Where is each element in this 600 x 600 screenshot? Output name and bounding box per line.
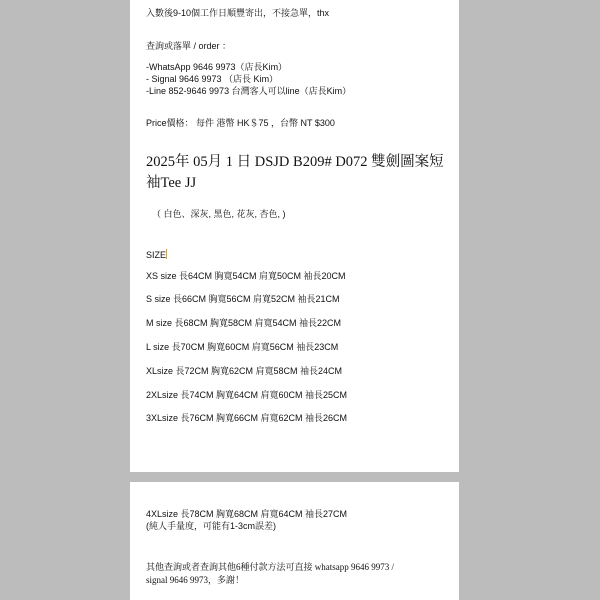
text-cursor [166,249,167,259]
size-row-xs: XS size 長64CM 胸寬54CM 肩寬50CM 袖長20CM [146,271,346,281]
footer-line-1: 其他查詢或者查詢其他6種付款方法可直接 whatsapp 9646 9973 / [146,562,394,572]
shipping-note: 入數後9-10個工作日順豐寄出，不接急單，thx [146,8,330,18]
size-row-3xl: 3XLsize 長76CM 胸寬66CM 肩寬62CM 袖長26CM [146,413,348,423]
product-title: 2025年 05月 1 日 DSJD B209# D072 雙劍圖案短袖Tee JJ [146,154,444,192]
measurement-note: (純人手量度，可能有1-3cm誤差) [146,521,276,531]
order-heading: 查詢或落單 / order ： [146,41,232,51]
footer-line-2: signal 9646 9973，多謝！ [146,575,244,585]
size-row-l: L size 長70CM 胸寬60CM 肩寬56CM 袖長23CM [146,342,339,352]
size-heading[interactable] [146,249,167,261]
color-options: （ 白色、深灰, 黑色, 花灰, 杏色, ) [152,209,286,219]
contact-signal: - Signal 9646 9973 （店長 Kim） [146,74,279,84]
document-page-2 [130,482,459,600]
size-row-xl: XLsize 長72CM 胸寬62CM 肩寬58CM 袖長24CM [146,366,343,376]
size-heading-text: SIZE [146,250,167,260]
size-row-s: S size 長66CM 胸寬56CM 肩寬52CM 袖長21CM [146,294,340,304]
contact-line: -Line 852-9646 9973 台灣客人可以line（店長Kim） [146,86,352,96]
size-row-2xl: 2XLsize 長74CM 胸寬64CM 肩寬60CM 袖長25CM [146,390,348,400]
size-row-m: M size 長68CM 胸寬58CM 肩寬54CM 袖長22CM [146,318,342,328]
document-page-1 [130,0,459,472]
size-row-4xl: 4XLsize 長78CM 胸寬68CM 肩寬64CM 袖長27CM [146,509,348,519]
contact-whatsapp: -WhatsApp 9646 9973（店長Kim） [146,62,288,72]
price-line: Price價格： 每件 港幣 HK＄75 ，台幣 NT $300 [146,118,335,128]
